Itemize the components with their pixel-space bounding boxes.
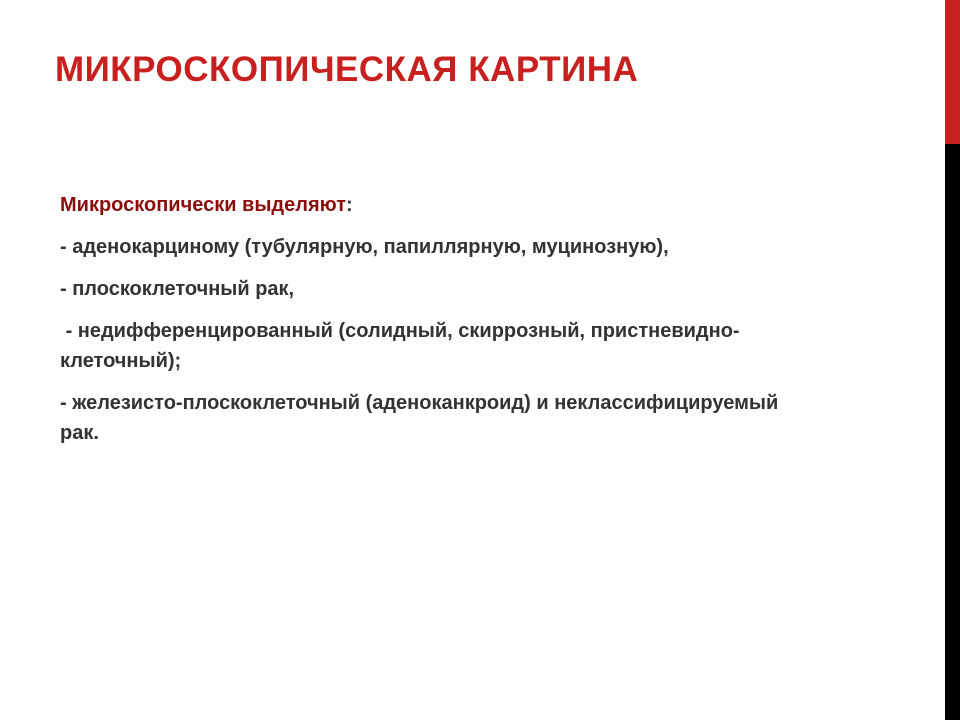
lead-suffix: : — [346, 194, 353, 216]
list-item-adenocarcinoma: - аденокарциному (тубулярную, папиллярную, муцинозную), — [60, 236, 669, 258]
lead-keyword: Микроскопически выделяют — [60, 194, 346, 216]
list-item-squamous: - плоскоклеточный рак, — [60, 278, 295, 300]
lead-line — [60, 190, 780, 220]
side-bar-accent — [945, 0, 960, 144]
slide-title: МИКРОСКОПИЧЕСКАЯ КАРТИНА — [55, 50, 639, 89]
list-item-undifferentiated: - недифференцированный (солидный, скиррозный, пристневидно-клеточный); — [60, 320, 740, 372]
list-item-glandular-squamous: - железисто-плоскоклеточный (аденоканкроид) и неклассифицируемый рак. — [60, 392, 779, 444]
slide-content — [60, 190, 780, 460]
side-bar — [945, 0, 960, 720]
